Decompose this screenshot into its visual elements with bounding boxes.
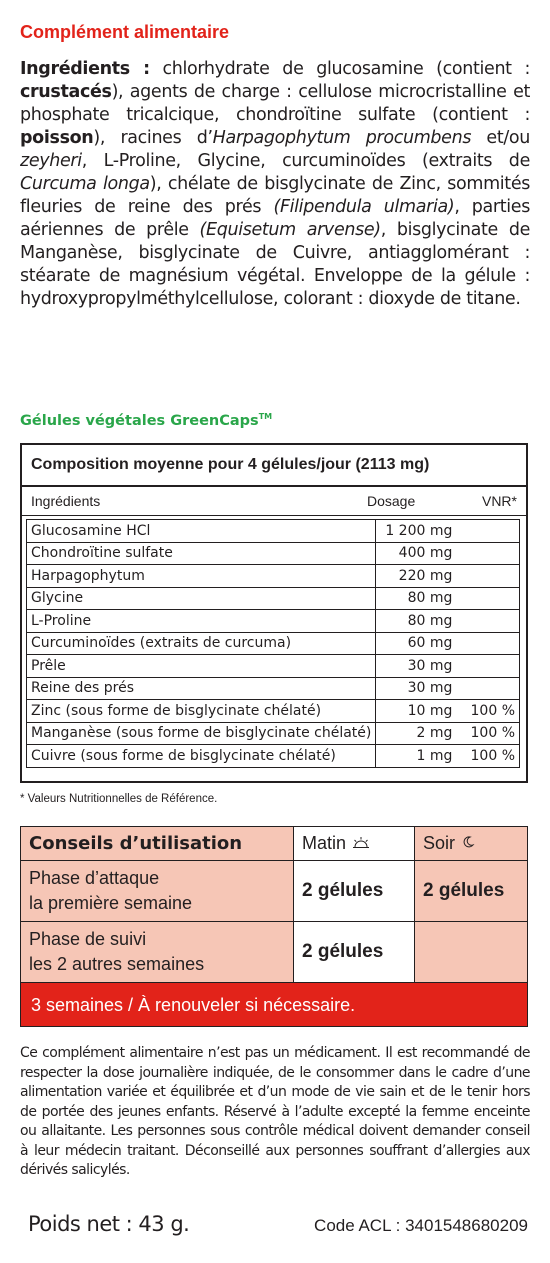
latin-name: (Equisetum arvense) [199,220,381,240]
ingredient-dose: 60 mg [376,632,457,655]
ingredients-text: , bisglycinate de Manganèse, bisglycinate de Cuivre, antiagglomérant : stéarate de magnésium végétal. Enveloppe de la gélule : hydroxypropylméthylcellulose, colorant : dioxyde de titane. [20,220,530,309]
table-row [27,610,520,633]
ingredient-name: Reine des prés [27,677,376,700]
maintenance-morning-dose: 2 gélules [294,922,415,983]
ingredient-dose: 30 mg [376,677,457,700]
phase-line: Phase d’attaque [29,868,160,888]
col-vnr: VNR* [481,493,517,509]
ingredient-vnr [456,565,519,588]
sunrise-icon [352,833,370,854]
usage-header [21,827,294,861]
ingredient-name: Cuivre (sous forme de bisglycinate chélaté) [27,745,376,768]
phase-line: Phase de suivi [29,929,147,949]
ingredient-dose: 80 mg [376,587,457,610]
ingredient-vnr [456,677,519,700]
ingredients-text: ), agents de charge : cellulose microcristalline et phosphate tricalcique, chondroïtine sulfate (contient : [20,82,530,125]
composition-rows [26,519,520,768]
ingredient-dose: 1 200 mg [376,520,457,543]
latin-name: Harpagophytum procumbens [212,128,472,148]
maintenance-evening-dose [415,922,528,983]
table-row [27,722,520,745]
ingredient-vnr [456,632,519,655]
disclaimer-text: Ce complément alimentaire n’est pas un médicament. Il est recommandé de respecter la dose journalière indiquée, de le consommer dans le cadre d’une alimentation variée et équilibrée et d’un mode de vie sain et de le tenir hors de portée des jeunes enfants. Réservé à l’adulte excepté la femme enceinte ou allaitante. Les personnes sous contrôle médical doivent demander conseil à leur médecin traitant. Déconseillé aux personnes souffrant d’allergies aux dérivés salicylés. [20,1045,530,1178]
phase-maintenance [21,922,294,983]
col-evening [415,827,528,861]
ingredients-text: , L-Proline, Glycine, curcuminoïdes (extraits de [81,151,530,171]
ingredient-dose: 1 mg [376,745,457,768]
ingredients-text: et/ou [471,128,530,148]
ingredient-dose: 30 mg [376,655,457,678]
ingredient-name: Zinc (sous forme de bisglycinate chélaté) [27,700,376,723]
table-row [27,677,520,700]
ingredient-name: L-Proline [27,610,376,633]
attack-morning-dose: 2 gélules [294,861,415,922]
allergen-fish: poisson [20,128,94,148]
col-dosage: Dosage [367,493,416,509]
allergen-crustaceans: crustacés [20,82,112,102]
ingredients-paragraph [20,58,530,311]
phase-line: les 2 autres semaines [29,954,205,974]
ingredient-name: Manganèse (sous forme de bisglycinate chélaté) [27,722,376,745]
ingredients-text: chlorhydrate de glucosamine (contient : [149,59,530,79]
table-row [27,655,520,678]
page-title: Complément alimentaire [20,22,230,42]
ingredients-text: ), racines d’ [93,128,213,148]
table-row [27,700,520,723]
ingredient-dose: 10 mg [376,700,457,723]
table-row [27,745,520,768]
usage-table [20,826,528,1029]
ingredients-label: Ingrédients : [20,59,150,79]
ingredient-name: Glucosamine HCl [27,520,376,543]
ingredient-name: Curcuminoïdes (extraits de curcuma) [27,632,376,655]
trademark-mark: TM [258,412,273,421]
composition-header: Composition moyenne pour 4 gélules/jour (2113 mg) [22,445,526,487]
ingredient-dose: 400 mg [376,542,457,565]
composition-column-headers [22,487,526,516]
phase-line: la première semaine [29,893,193,913]
ingredient-vnr: 100 % [456,700,519,723]
latin-name: (Filipendula ulmaria) [273,197,455,217]
ingredient-name: Harpagophytum [27,565,376,588]
ingredient-vnr [456,542,519,565]
table-row [27,587,520,610]
col-ingredients: Ingrédients [31,493,101,509]
latin-name: Curcuma longa [20,174,150,194]
ingredient-name: Chondroïtine sulfate [27,542,376,565]
ingredient-name: Prêle [27,655,376,678]
table-row [27,632,520,655]
ingredient-vnr [456,610,519,633]
usage-header-text: Conseils d’utilisation [29,833,243,854]
ingredient-vnr [456,655,519,678]
vnr-footnote: * Valeurs Nutritionnelles de Référence. [20,793,218,805]
ingredient-dose: 2 mg [376,722,457,745]
greencaps-text: Gélules végétales GreenCaps [20,412,259,429]
ingredient-vnr: 100 % [456,722,519,745]
table-row [27,520,520,543]
col-morning [294,827,415,861]
phase-attack [21,861,294,922]
usage-footer: 3 semaines / À renouveler si nécessaire. [20,983,528,1027]
ingredients-text: ), chélate de bisglycinate de Zinc, sommités fleuries de reine des prés [20,174,531,217]
ingredients-text: , parties aériennes de prêle [20,197,530,240]
table-row [27,565,520,588]
latin-name: zeyheri [20,151,82,171]
evening-label: Soir [423,832,456,853]
greencaps-label [20,412,272,429]
ingredient-dose: 80 mg [376,610,457,633]
moon-icon [461,833,475,854]
ingredient-vnr [456,587,519,610]
ingredient-dose: 220 mg [376,565,457,588]
table-row [27,542,520,565]
attack-evening-dose: 2 gélules [415,861,528,922]
ingredient-name: Glycine [27,587,376,610]
net-weight: Poids net : 43 g. [28,1212,190,1236]
morning-label: Matin [302,832,347,853]
ingredient-vnr [456,520,519,543]
acl-code: Code ACL : 3401548680209 [314,1216,528,1235]
ingredient-vnr: 100 % [456,745,519,768]
